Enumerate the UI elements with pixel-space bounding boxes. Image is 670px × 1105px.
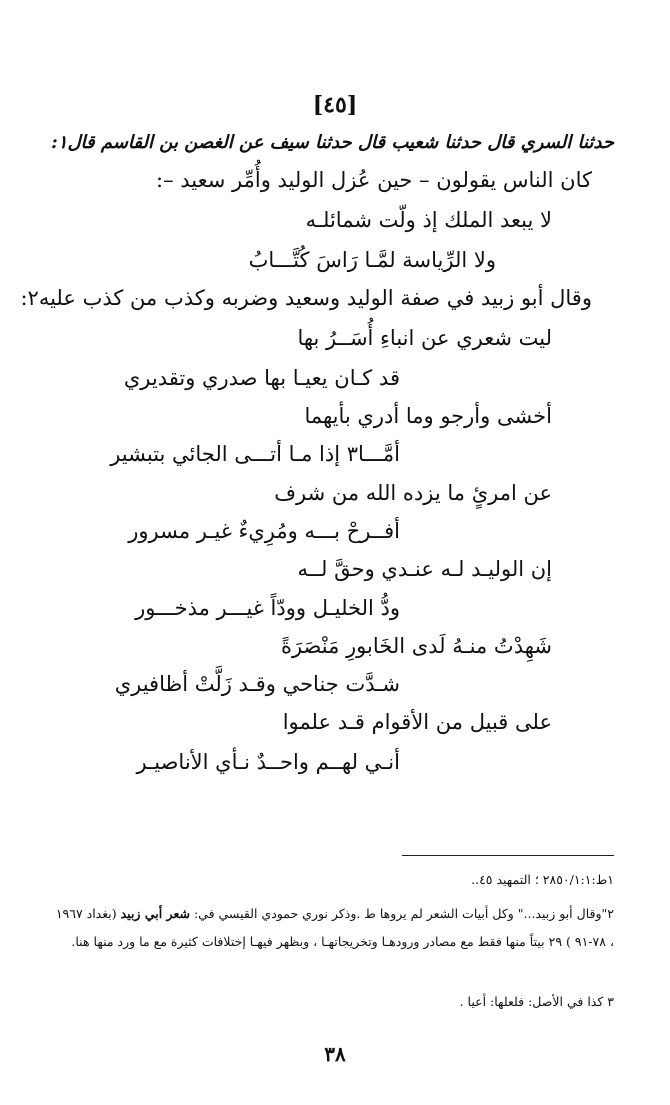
verse-line: على قبيل من الأقوام قـد علموا	[282, 710, 552, 734]
verse-line: أنـي لهــم واحــدٌ نـأي الأناصيـر	[136, 750, 400, 774]
intro-line: كان الناس يقولون – حين عُزل الوليد وأُمِّر سعيد –:	[156, 168, 592, 192]
section-number: [٤٥]	[312, 92, 358, 118]
footnote-divider	[402, 855, 614, 856]
verse-line: شـدَّت جناحي وقـد زَلَّتْ أظافيري	[114, 672, 400, 696]
intro-line-2: وقال أبو زبيد في صفة الوليد وسعيد وضربه وكذب من كذب عليه٢:	[20, 286, 592, 310]
footnote-1: ١ط:٢٨٥٠/١:١ ؛ التمهيد ٤٥..	[471, 872, 614, 887]
footnote-2	[54, 900, 614, 956]
verse-line: قد كـان يعيـا بها صدري وتقديري	[123, 366, 400, 390]
verse-line: ليت شعري عن انباءِ أُسَــرُ بها	[297, 326, 552, 350]
footnote-2-book-title: شعر أبي زبيد	[120, 906, 190, 921]
verse-line: عن امرئٍ ما يزده الله من شرف	[274, 481, 552, 505]
verse-line: لا يبعد الملك إذ ولّت شمائلـه	[305, 208, 552, 232]
page-number: ٣٨	[324, 1042, 346, 1066]
isnad-chain: حدثنا السري قال حدثنا شعيب قال حدثنا سيف عن الغصن بن القاسم قال١:	[51, 132, 614, 153]
verse-line: أخشى وأرجو وما أدري بأيهما	[304, 404, 552, 428]
footnote-3: ٣ كذا في الأصل: فلعلها: أعيا .	[459, 994, 614, 1009]
verse-line: أمَّـــا٣ إذا مـا أتـــى الجائي بتبشير	[110, 442, 400, 466]
verse-line: شَهِدْتُ منـهُ لَدى الخَابورِ مَنْصَرَةً	[280, 634, 552, 658]
verse-line: ولا الرِّياسة لمَّـا رَاسَ كُتَّـــابُ	[248, 248, 496, 272]
footnote-2-text: ٢"وقال أبو زبيد..." وكل أبيات الشعر لم يروها ط .وذكر نوري حمودي القيسي في:	[193, 906, 614, 921]
verse-line: أفــرحْ بـــه ومُرِيءٌ غيـر مسرور	[128, 519, 400, 543]
footnote-2-text-cont: (بغداد ١٩٦٧ ، ٧٨-٩١ ) ٢٩ بيتاً منها فقط مع مصادر ورودهـا وتخريجاتهـا ، وبظهر فيهـا إختلافات كثيرة مع ما ورد منها هنا.	[55, 906, 614, 949]
verse-line: ودُّ الخليـل وودّاً غيـــر مذخـــور	[135, 596, 400, 620]
verse-line: إن الوليـد لـه عنـدي وحقَّ لــه	[297, 557, 552, 581]
